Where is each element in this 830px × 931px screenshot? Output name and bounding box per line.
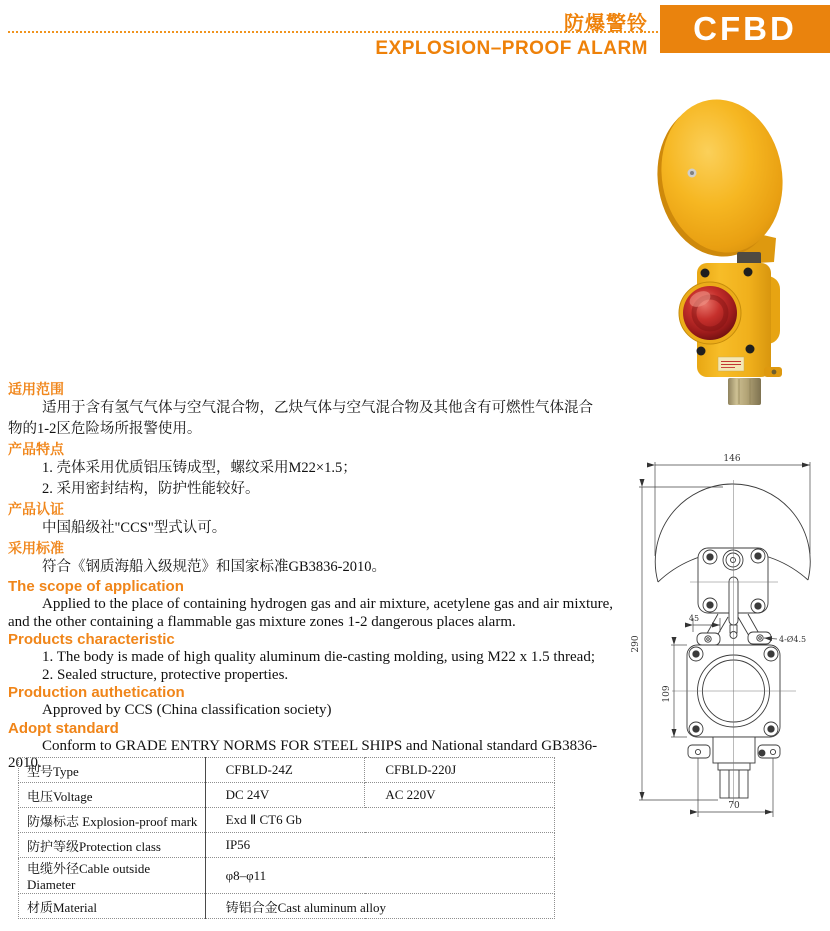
mechanism-plate (697, 548, 771, 645)
spec-value: 铸铝合金Cast aluminum alloy (205, 894, 554, 919)
section-products-characteristic-en (8, 631, 626, 684)
section-line: Conform to GRADE ENTRY NORMS FOR STEEL SHIPS and National standard GB3836-2010. (8, 737, 598, 771)
spec-row-type (19, 758, 555, 783)
dimension-drawing (628, 448, 830, 833)
section-product-certification-cn (8, 500, 626, 539)
spec-row-cable-diameter (19, 858, 555, 894)
spec-row-protection-class (19, 833, 555, 858)
section-heading: Production authetication (8, 684, 185, 701)
section-line: Approved by CCS (China classification society) (42, 702, 332, 718)
section-heading: 适用范围 (8, 381, 64, 397)
section-line: 2. 采用密封结构，防护性能较好。 (42, 481, 260, 497)
section-line: Applied to the place of containing hydrogen gas and air mixture, acetylene gas and air mixture, (42, 596, 614, 612)
section-line: 符合《钢质海船入级规范》和国家标准GB3836-2010。 (42, 559, 386, 575)
spec-label: 电压Voltage (19, 783, 206, 808)
header-dotted-divider (8, 31, 658, 33)
section-heading: Adopt standard (8, 719, 119, 737)
section-scope-of-application-en (8, 578, 626, 631)
spec-row-material (19, 894, 555, 919)
section-line: 适用于含有氢气气体与空气混合物，乙炔气体与空气混合物及其他含有可燃性气体混合 (42, 400, 593, 416)
page-title-english: EXPLOSION–PROOF ALARM (375, 38, 648, 59)
section-applicable-scope-cn (8, 380, 626, 440)
spec-label: 材质Material (19, 894, 206, 919)
alarm-bell-photo (646, 90, 795, 405)
spec-row-explosion-mark (19, 808, 555, 833)
section-line: 中国船级社"CCS"型式认可。 (42, 520, 227, 536)
section-line: 1. The body is made of high quality aluminum die-casting molding, using M22 x 1.5 thread; (42, 649, 595, 665)
section-line: and the other containing a flammable gas mixture zones 1-2 dangerous places alarm. (8, 613, 516, 630)
spec-label: 防护等级Protection class (19, 833, 206, 858)
dim-width-label: 146 (723, 454, 741, 464)
section-production-authentication-en (8, 684, 626, 720)
spec-value: CFBLD-220J (365, 758, 555, 783)
section-heading: 采用标准 (8, 540, 64, 556)
description-sections (8, 380, 626, 773)
spec-value: CFBLD-24Z (205, 758, 365, 783)
dim-body-height-label: 109 (662, 685, 672, 703)
dim-base-width-label: 70 (728, 801, 740, 811)
section-line: 2. Sealed structure, protective properties. (42, 666, 289, 683)
dim-height-label: 290 (631, 635, 641, 653)
model-badge: CFBD (660, 5, 830, 53)
spec-label: 电缆外径Cable outside Diameter (19, 858, 206, 894)
section-line: 1. 壳体采用优质铝压铸成型，螺纹采用M22×1.5； (42, 460, 357, 476)
dim-holes-label: 4-Ø4.5 (779, 635, 807, 644)
spec-label: 型号Type (19, 758, 206, 783)
section-heading: The scope of application (8, 578, 184, 595)
dim-bracket-label: 45 (688, 614, 700, 623)
section-heading: Products characteristic (8, 631, 175, 648)
spec-value: IP56 (205, 833, 554, 858)
spec-value: Exd Ⅱ CT6 Gb (205, 808, 554, 833)
spec-value: DC 24V (205, 783, 365, 808)
spec-value: AC 220V (365, 783, 555, 808)
section-product-features-cn (8, 440, 626, 500)
spec-table (18, 757, 555, 919)
spec-value: φ8–φ11 (205, 858, 554, 894)
product-photo (640, 80, 810, 440)
section-heading: 产品特点 (8, 441, 64, 457)
section-adopted-standard-cn (8, 539, 626, 578)
section-heading: 产品认证 (8, 501, 64, 517)
page-title-chinese: 防爆警铃 (564, 13, 648, 35)
section-line: 物的1-2区危险场所报警使用。 (8, 421, 202, 437)
spec-label: 防爆标志 Explosion-proof mark (19, 808, 206, 833)
spec-row-voltage (19, 783, 555, 808)
